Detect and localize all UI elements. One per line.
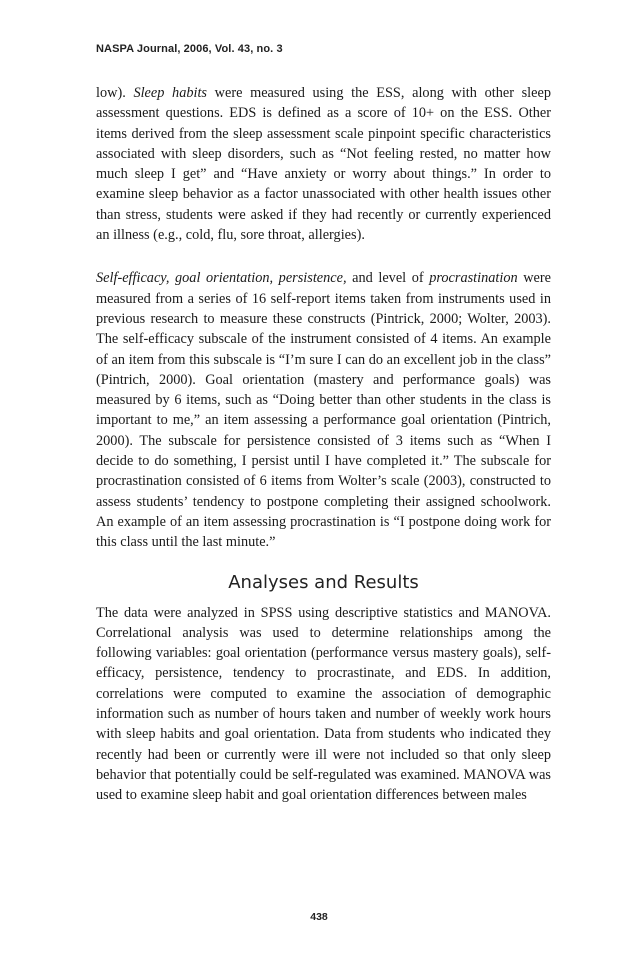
paragraph-gap bbox=[96, 245, 551, 268]
article-body bbox=[96, 83, 551, 806]
term-procrastination: procrastination bbox=[429, 270, 518, 287]
page-number: 438 bbox=[310, 911, 328, 923]
paragraph-text: were measured using the ESS, along with other sleep assessment questions. EDS is defined as a score of 10+ on the ESS. Other items derived from the sleep assessment scale pinpoint specific characteristics associated with sleep disorders, such as “Not feeling rested, no matter how much sleep I get” and “Have anxiety or worry about things.” In order to examine sleep behavior as a factor unassociated with other health issues other than stress, students were asked if they had recently or currently experienced an illness (e.g., cold, flu, sore throat, allergies). bbox=[96, 85, 551, 244]
running-head: NASPA Journal, 2006, Vol. 43, no. 3 bbox=[96, 43, 283, 55]
paragraph-connector: and level of bbox=[346, 270, 430, 287]
paragraph-measures bbox=[96, 268, 551, 552]
paragraph-text: were measured from a series of 16 self-report items taken from instruments used in previous research to measure these constructs (Pintrick, 2000; Wolter, 2003). The self-efficacy subscale of the instrument consisted of 4 items. An example of an item from this subscale is “I’m sure I can do an excellent job in the class” (Pintrich, 2000). Goal orientation (mastery and performance goals) was measured by 6 items, such as “Doing better than other students in the class is important to me,” an item assessing a performance goal orientation (Pintrich, 2000). The subscale for persistence consisted of 3 items such as “When I decide to do something, I persist until I have completed it.” The subscale for procrastination consisted of 6 items from Wolter’s scale (2003), constructed to assess students’ tendency to postpone completing their assigned schoolwork. An example of an item assessing procrastination is “I postpone doing work for this class until the last minute.” bbox=[96, 270, 551, 551]
term-sleep-habits: Sleep habits bbox=[133, 85, 207, 101]
paragraph-lead: low). bbox=[96, 85, 134, 101]
paragraph-sleep-habits bbox=[96, 83, 551, 245]
paragraph-analyses: The data were analyzed in SPSS using descriptive statistics and MANOVA. Correlational analysis was used to determine relationships among the following variables: goal orientation (performance versus mastery goals), self-efficacy, persistence, tendency to procrastinate, and EDS. In addition, correlations were computed to examine the association of demographic information such as number of hours taken and number of weekly work hours with sleep habits and goal orientation. Data from students who indicated they recently had been or currently were ill were not included so that only sleep behavior that potentially could be self-regulated was examined. MANOVA was used to examine sleep habit and goal orientation differences between males bbox=[96, 604, 551, 804]
section-heading: Analyses and Results bbox=[228, 571, 419, 593]
term-constructs: Self-efficacy, goal orientation, persistence, bbox=[96, 270, 347, 287]
